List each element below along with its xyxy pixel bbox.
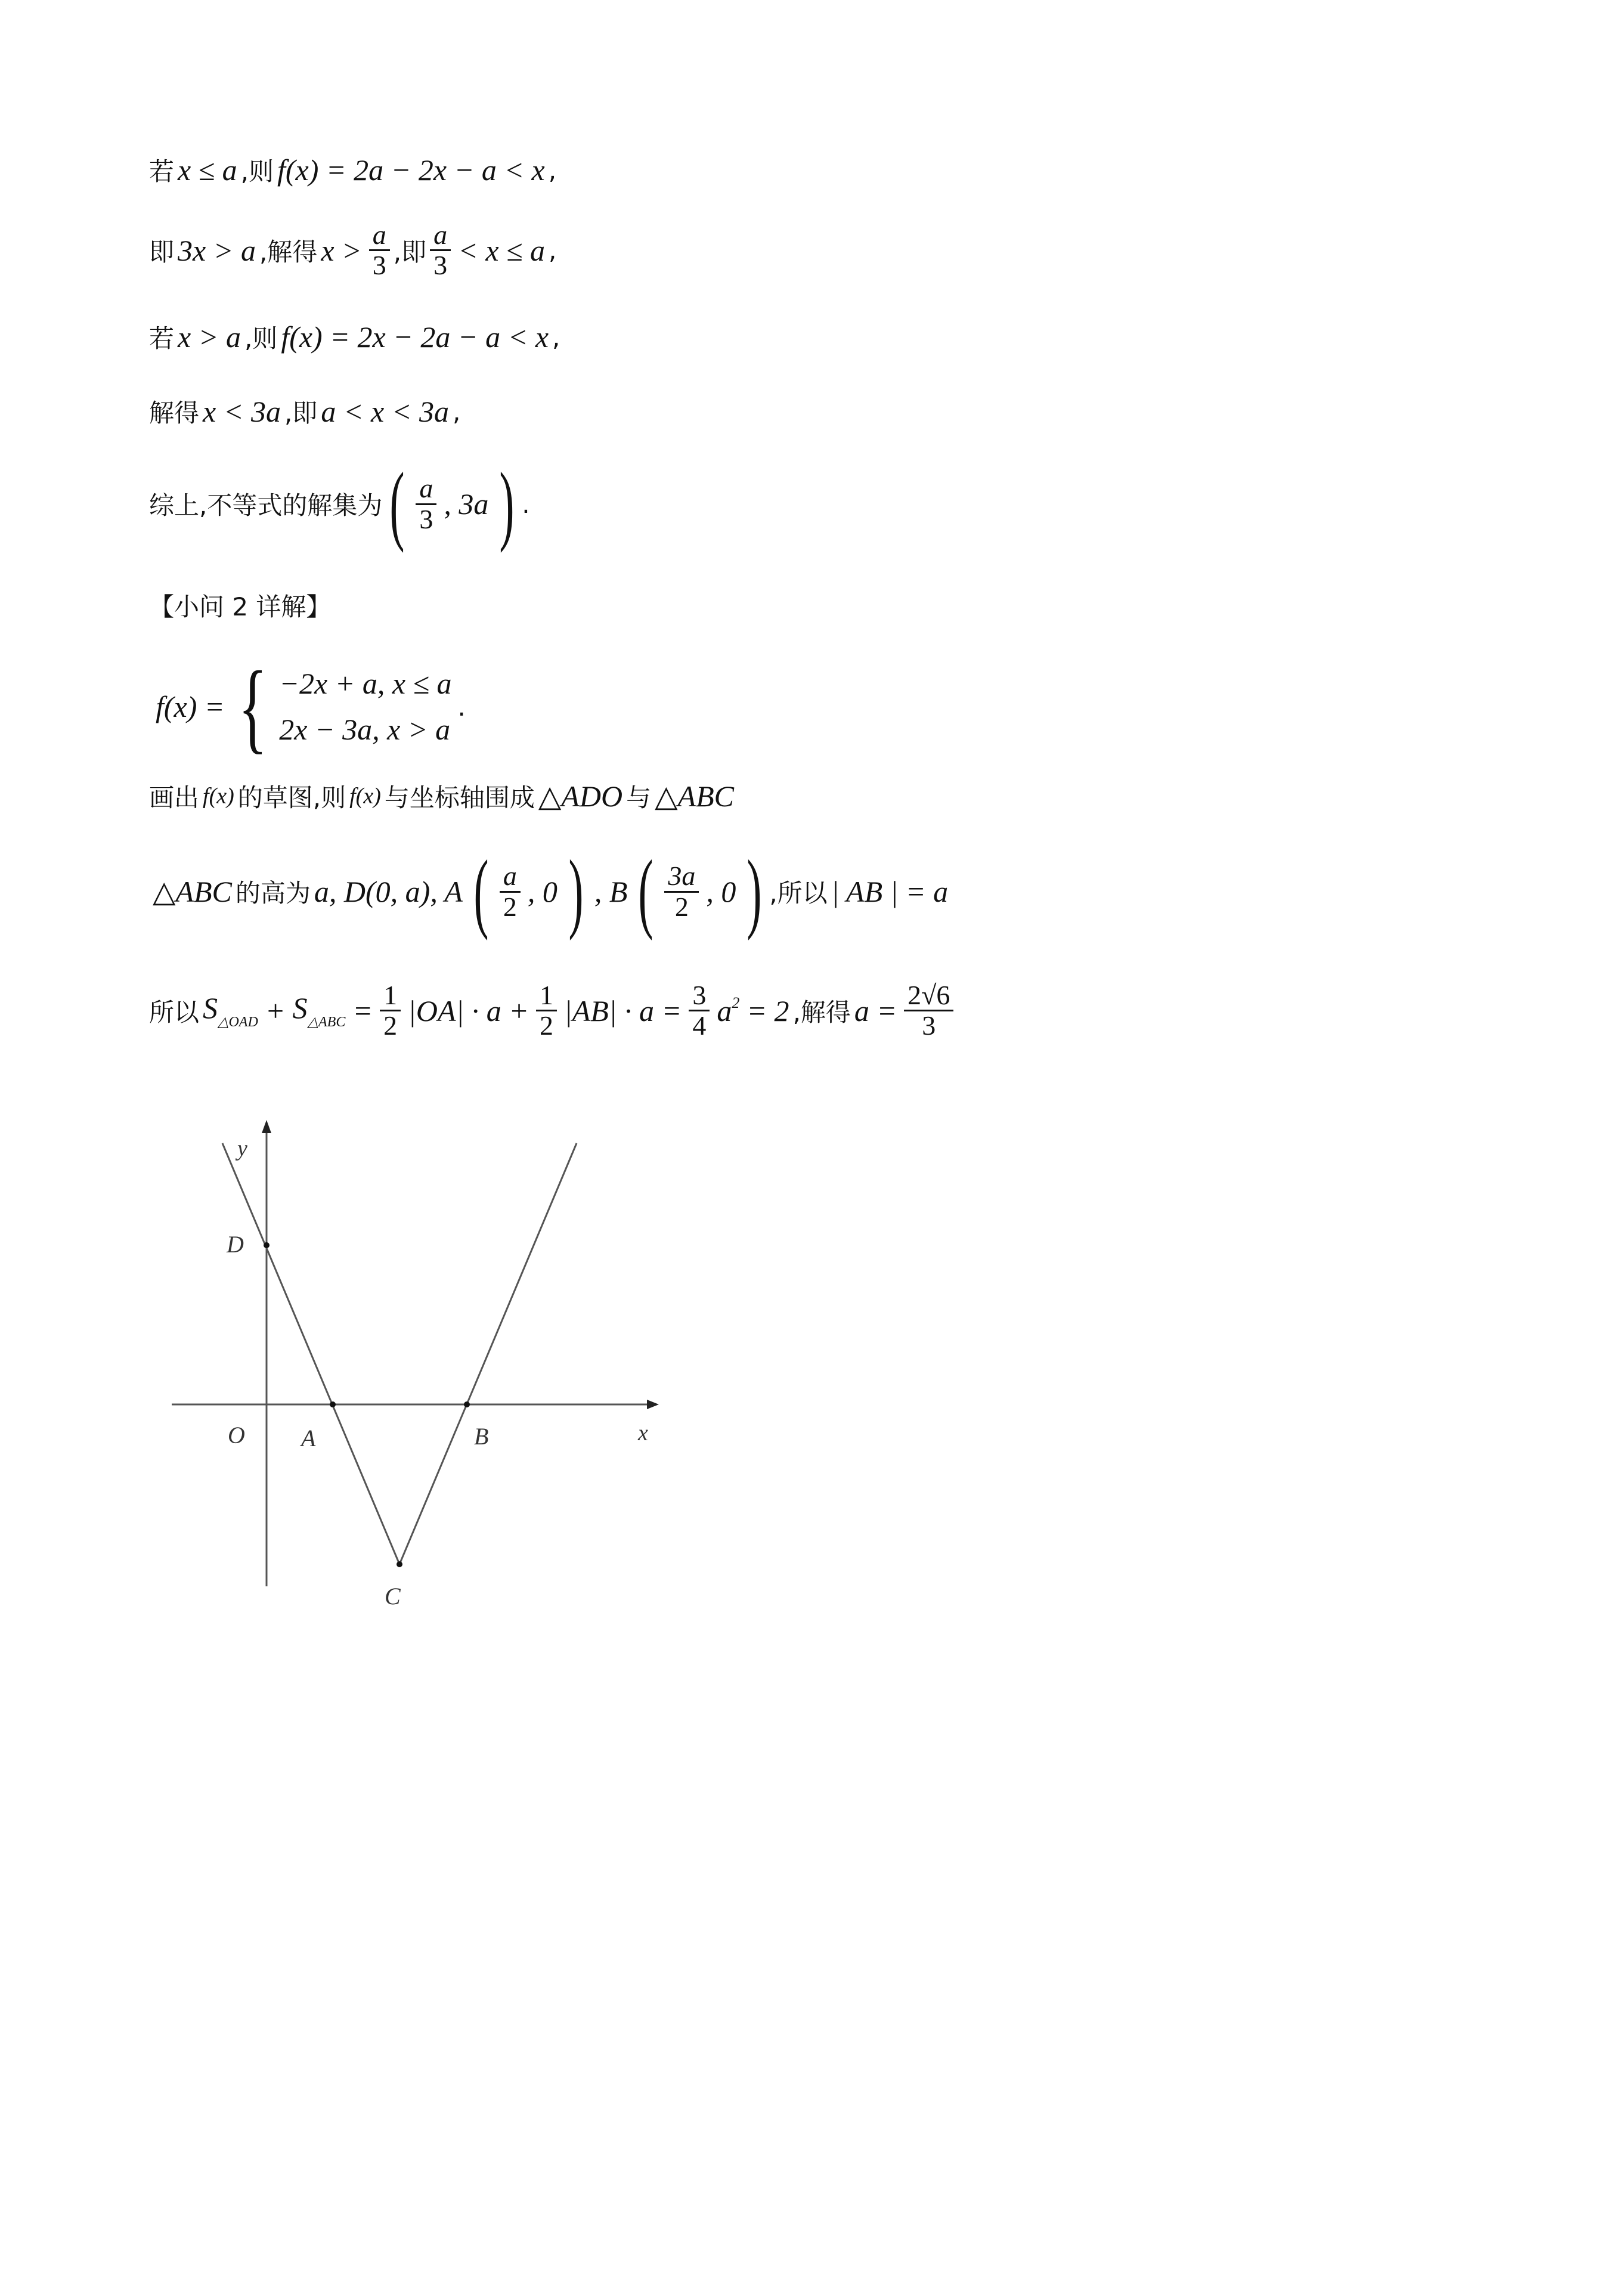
solve-3x-gt-a-line (149, 221, 556, 280)
y-axis-arrow-icon (262, 1120, 271, 1133)
label-O: O (228, 1422, 245, 1449)
function-sketch-graph (149, 1103, 686, 1610)
math: f(x) (349, 784, 381, 809)
solve-x-lt-3a-line (149, 394, 460, 429)
text: 画出 (149, 783, 200, 812)
math: f(x) = (156, 690, 225, 723)
text: . (457, 692, 466, 722)
math: f(x) (203, 784, 234, 809)
text: 综上,不等式的解集为 (149, 491, 383, 520)
text: , (548, 236, 557, 265)
fraction-a-over-2: $\frac{a}{2}$ (500, 862, 521, 921)
S: S (292, 991, 308, 1025)
math: , 0 (527, 875, 557, 908)
left-branch (222, 1143, 399, 1564)
left-brace: { (237, 651, 267, 763)
point-D (264, 1242, 270, 1248)
text: , (552, 322, 560, 352)
point-B (464, 1401, 470, 1407)
fraction-result: $\frac{2√6}{3}$ (904, 981, 953, 1041)
math: a, D(0, a), A (314, 875, 463, 908)
subscript: △ABC (307, 1014, 346, 1031)
point-A (330, 1401, 336, 1407)
fraction-a-over-3: $\frac{a}{3}$ (430, 221, 451, 280)
cases (279, 661, 451, 753)
text: 解得 (149, 398, 200, 428)
text: ,解得 (259, 237, 318, 267)
math: x > (321, 233, 362, 267)
points-line (149, 842, 952, 941)
math: x < 3a (203, 395, 281, 428)
math: f(x) = 2a − 2x − a < x (277, 153, 545, 187)
left-paren: ( (389, 454, 405, 553)
text: 的草图,则 (237, 783, 346, 812)
case-1: −2x + a, x ≤ a (279, 666, 452, 700)
math: △ABC (655, 779, 734, 813)
fraction-3a-over-2: $\frac{3a}{2}$ (664, 862, 699, 921)
math: < x ≤ a (458, 233, 545, 267)
math: = 2 (747, 994, 789, 1028)
math: , 0 (706, 875, 736, 908)
text: , (548, 155, 557, 185)
fraction-a-over-3: $\frac{a}{3}$ (369, 221, 390, 280)
subscript: △OAD (218, 1014, 258, 1031)
case-2: 2x − 3a, x > a (279, 713, 451, 746)
area-equation-line (149, 981, 957, 1041)
fraction-a-over-3: $\frac{a}{3}$ (416, 474, 436, 534)
math: = (352, 994, 373, 1028)
sketch-description-line (149, 778, 738, 814)
left-paren: ( (473, 842, 489, 941)
math: △ABC (153, 875, 232, 908)
label-D: D (227, 1231, 244, 1258)
fraction-1-over-2: $\frac{1}{2}$ (536, 981, 557, 1041)
text: 即 (149, 237, 175, 267)
math: |AB| · a = (563, 994, 682, 1028)
math: + (265, 994, 286, 1028)
text: ,所以 (769, 878, 828, 908)
right-paren: ) (499, 454, 515, 553)
text: 若 (149, 157, 175, 186)
left-paren: ( (638, 842, 653, 941)
math: |OA| · a + (408, 994, 529, 1028)
math: x > a (178, 320, 241, 354)
label-x: x (638, 1421, 648, 1446)
text: ,则 (240, 157, 274, 186)
text: ,则 (244, 324, 278, 353)
math: x ≤ a (178, 153, 237, 187)
case-x-gt-a-line (149, 319, 560, 355)
math (203, 991, 258, 1031)
heading-text: 【小问 2 详解】 (149, 592, 332, 621)
point-C (397, 1561, 402, 1567)
text: 的高为 (235, 878, 311, 908)
text: ,解得 (792, 997, 851, 1027)
text: 若 (149, 324, 175, 353)
math: a < x < 3a (321, 395, 449, 428)
text: , (453, 397, 461, 426)
solution-set-line (149, 454, 530, 553)
x-axis-arrow-icon (647, 1400, 659, 1409)
text: . (522, 489, 530, 519)
math: , B (594, 875, 628, 908)
math: , 3a (444, 487, 489, 521)
section-heading (149, 587, 331, 623)
text: 所以 (149, 997, 200, 1027)
math: a = (854, 994, 897, 1028)
right-paren: ) (747, 842, 762, 941)
label-B: B (474, 1423, 489, 1450)
fraction-3-over-4: $\frac{3}{4}$ (689, 981, 710, 1041)
math: △ADO (538, 779, 623, 813)
right-branch (399, 1143, 577, 1564)
fraction-1-over-2: $\frac{1}{2}$ (380, 981, 401, 1041)
math: $a^2$ (717, 994, 740, 1028)
label-y: y (237, 1136, 247, 1161)
case-x-le-a-line (149, 152, 556, 188)
label-A: A (301, 1425, 316, 1452)
text: 与坐标轴围成 (384, 783, 535, 812)
math: | AB | = a (831, 875, 949, 908)
text: ,即 (284, 398, 318, 428)
math (293, 991, 346, 1031)
right-paren: ) (568, 842, 584, 941)
math: f(x) = 2x − 2a − a < x (281, 320, 549, 354)
text: ,即 (393, 237, 427, 267)
math: 3x > a (178, 233, 256, 267)
label-C: C (385, 1583, 401, 1610)
text: 与 (626, 783, 652, 812)
S: S (203, 991, 218, 1025)
piecewise-function (152, 651, 466, 763)
